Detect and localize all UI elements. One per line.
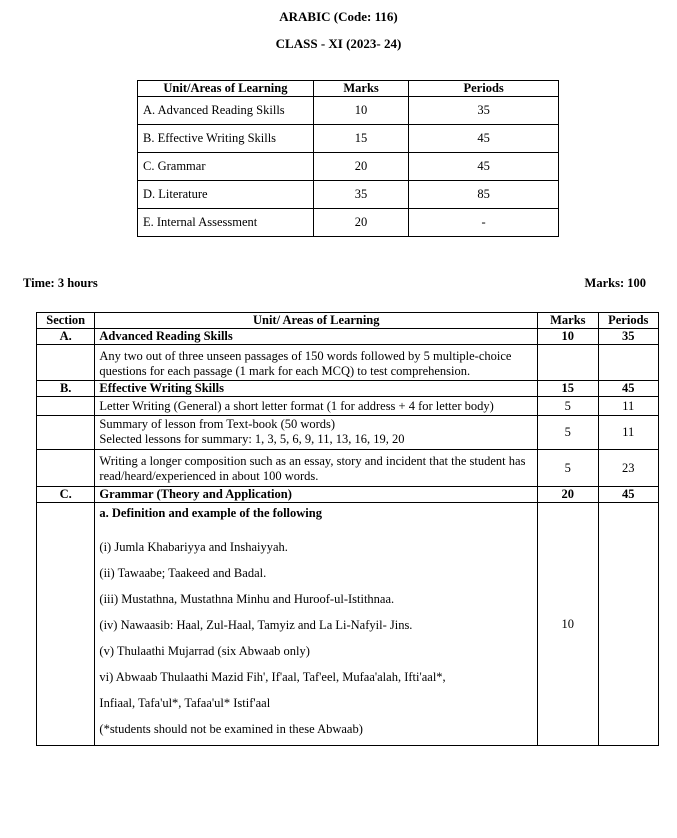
section-b-item-marks: 5: [538, 397, 598, 416]
empty-cell: [598, 345, 658, 381]
summary-table: [137, 80, 559, 237]
empty-cell: [37, 450, 95, 487]
document-title: ARABIC (Code: 116): [279, 9, 398, 24]
summary-periods: -: [409, 209, 559, 237]
summary-marks: 15: [313, 125, 408, 153]
header-section: Section: [37, 313, 95, 329]
summary-row: [138, 153, 559, 181]
summary-unit: D. Literature: [138, 181, 314, 209]
summary-periods: 35: [409, 97, 559, 125]
summary-header-unit: Unit/Areas of Learning: [138, 81, 314, 97]
section-c-label: C.: [37, 487, 95, 503]
summary-periods: 45: [409, 125, 559, 153]
section-a-detail-row: [37, 345, 659, 381]
section-b-title: Effective Writing Skills: [95, 381, 538, 397]
empty-cell: [37, 503, 95, 746]
section-a-periods: 35: [598, 329, 658, 345]
section-b-item-periods: 11: [598, 397, 658, 416]
section-c-title: Grammar (Theory and Application): [95, 487, 538, 503]
section-c-detail-row: [37, 503, 659, 746]
section-b-item-row: [37, 450, 659, 487]
empty-cell: [37, 397, 95, 416]
section-b-item-row: [37, 397, 659, 416]
grammar-topic: (v) Thulaathi Mujarrad (six Abwaab only): [99, 644, 310, 658]
summary-unit: E. Internal Assessment: [138, 209, 314, 237]
selected-lessons-line: Selected lessons for summary: 1, 3, 5, 6, 9, 11, 13, 16, 19, 20: [99, 432, 405, 446]
summary-row: [138, 209, 559, 237]
syllabus-table: [36, 312, 659, 746]
grammar-topic: (i) Jumla Khabariyya and Inshaiyyah.: [99, 540, 288, 554]
section-c-marks: 20: [538, 487, 598, 503]
section-a-marks: 10: [538, 329, 598, 345]
grammar-topic: (iv) Nawaasib: Haal, Zul-Haal, Tamyiz and La Li-Nafyil- Jins.: [99, 618, 413, 632]
header-marks: Marks: [538, 313, 598, 329]
grammar-topic: Infiaal, Tafa'ul*, Tafaa'ul* Istif'aal: [99, 696, 271, 710]
class-title: CLASS - XI (2023- 24): [275, 36, 402, 51]
summary-header-row: [138, 81, 559, 97]
section-b-item-marks: 5: [538, 416, 598, 450]
grammar-topic: (ii) Tawaabe; Taakeed and Badal.: [99, 566, 267, 580]
summary-header-marks: Marks: [313, 81, 408, 97]
grammar-topic: (iii) Mustathna, Mustathna Minhu and Huroof-ul-Istithnaa.: [99, 592, 395, 606]
summary-row: [138, 97, 559, 125]
header-unit: Unit/ Areas of Learning: [95, 313, 538, 329]
summary-row: [138, 125, 559, 153]
grammar-note: (*students should not be examined in these Abwaab): [99, 722, 363, 736]
section-b-item-text: [95, 416, 538, 450]
summary-unit: C. Grammar: [138, 153, 314, 181]
empty-cell: [37, 416, 95, 450]
summary-marks: 35: [313, 181, 408, 209]
summary-lesson-line: Summary of lesson from Text-book (50 words): [99, 417, 336, 431]
section-a-label: A.: [37, 329, 95, 345]
section-b-item-marks: 5: [538, 450, 598, 487]
summary-marks: 10: [313, 97, 408, 125]
section-b-periods: 45: [598, 381, 658, 397]
empty-cell: [598, 503, 658, 746]
section-b-row: [37, 381, 659, 397]
summary-periods: 45: [409, 153, 559, 181]
summary-periods: 85: [409, 181, 559, 209]
grammar-topics: [95, 503, 538, 746]
section-b-item-text: Letter Writing (General) a short letter format (1 for address + 4 for letter body): [95, 397, 538, 416]
section-b-item-periods: 23: [598, 450, 658, 487]
summary-header-periods: Periods: [409, 81, 559, 97]
time-label: Time: 3 hours: [23, 276, 98, 290]
summary-unit: B. Effective Writing Skills: [138, 125, 314, 153]
summary-row: [138, 181, 559, 209]
section-b-item-row: [37, 416, 659, 450]
section-b-item-periods: 11: [598, 416, 658, 450]
section-c-row: [37, 487, 659, 503]
section-a-description: Any two out of three unseen passages of 150 words followed by 5 multiple-choice questions for each passage (1 mark for each MCQ) to test comprehension.: [95, 345, 538, 381]
grammar-topic: vi) Abwaab Thulaathi Mazid Fih', If'aal, Taf'eel, Mufaa'alah, Ifti'aal*,: [99, 670, 446, 684]
summary-marks: 20: [313, 209, 408, 237]
grammar-marks: 10: [538, 503, 598, 746]
section-b-label: B.: [37, 381, 95, 397]
section-b-item-text: Writing a longer composition such as an essay, story and incident that the student has read/heard/experienced in about 100 words.: [95, 450, 538, 487]
section-b-marks: 15: [538, 381, 598, 397]
empty-cell: [538, 345, 598, 381]
syllabus-header-row: [37, 313, 659, 329]
section-c-periods: 45: [598, 487, 658, 503]
summary-unit: A. Advanced Reading Skills: [138, 97, 314, 125]
empty-cell: [37, 345, 95, 381]
section-a-title: Advanced Reading Skills: [95, 329, 538, 345]
header-periods: Periods: [598, 313, 658, 329]
section-a-row: [37, 329, 659, 345]
marks-label: Marks: 100: [584, 276, 646, 290]
summary-marks: 20: [313, 153, 408, 181]
grammar-heading: a. Definition and example of the following: [99, 506, 322, 520]
